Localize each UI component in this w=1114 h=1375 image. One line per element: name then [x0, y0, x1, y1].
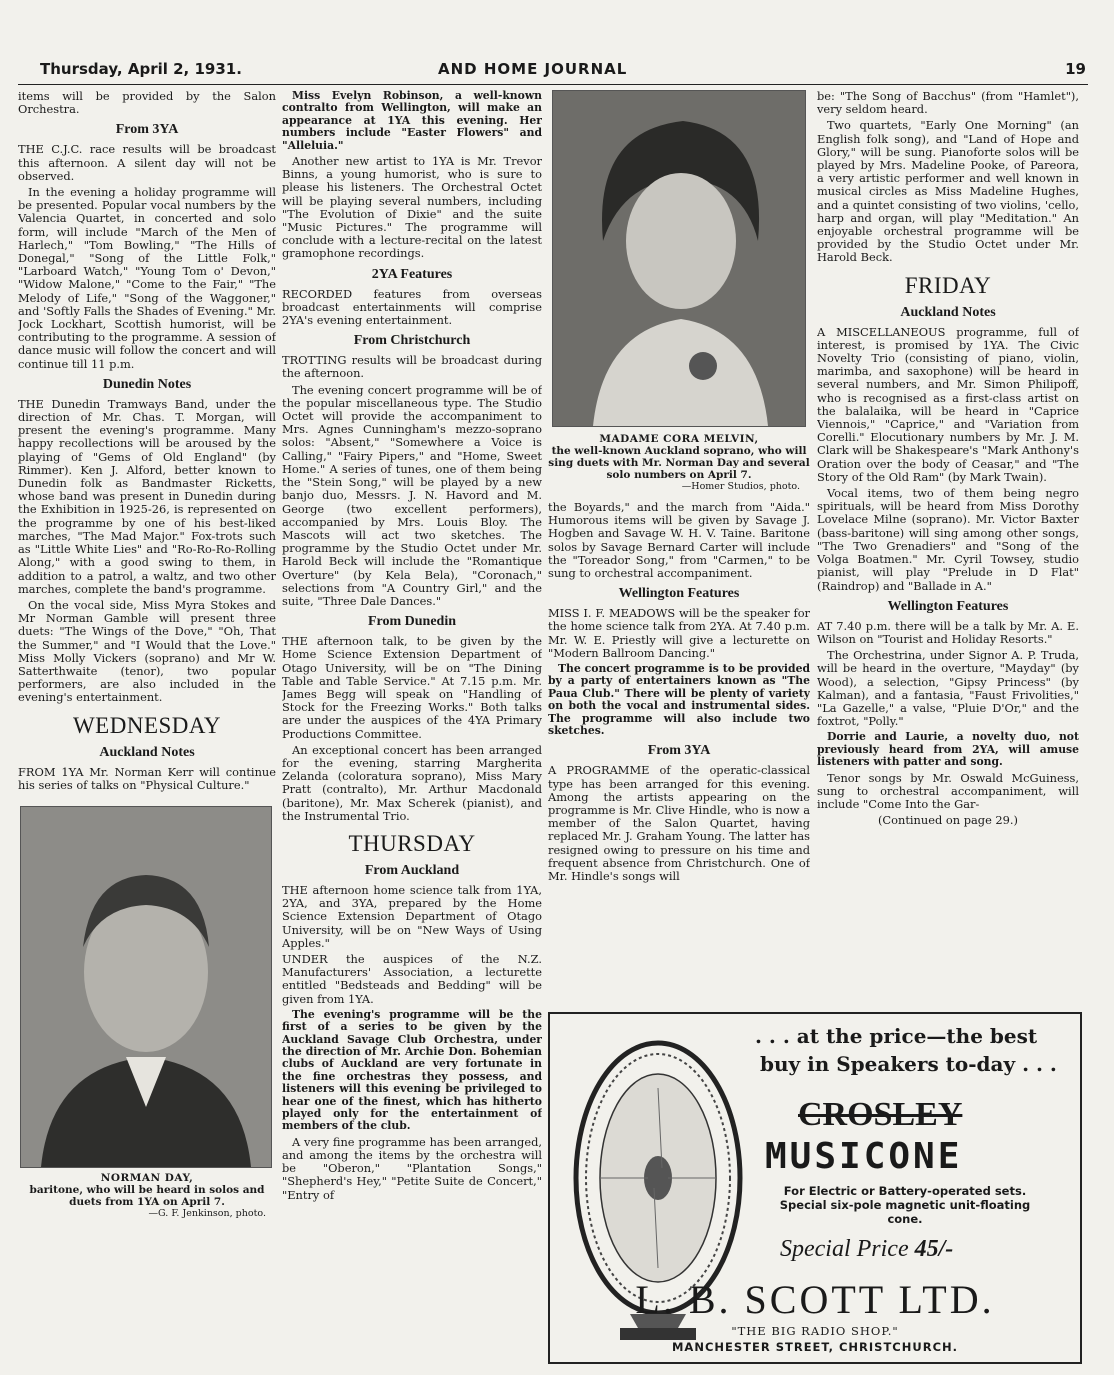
caption-name: MADAME CORA MELVIN,	[599, 433, 759, 445]
ad-address: MANCHESTER STREET, CHRISTCHURCH.	[671, 1340, 959, 1354]
paragraph: AT 7.40 p.m. there will be a talk by Mr. A. E. Wilson on "Tourist and Holiday Resorts."	[817, 618, 1079, 646]
section-heading: Wellington Features	[618, 586, 740, 602]
portrait-photo-cora-melvin	[552, 90, 806, 427]
ad-price-value: 45/-	[914, 1236, 954, 1262]
page-number: 19	[1065, 60, 1086, 78]
column-2	[282, 90, 542, 1360]
paragraph: Vocal items, two of them being negro spirituals, will be heard from Miss Dorothy Lovelace Milne (soprano). Mr. Victor Baxter (bass-baritone) will sing among other songs, "The Two Grenadiers" and "Song of the Volga Boatmen." Mr. Cyril Towsey, studio pianist, will play "Prelude in D Flat" (Raindrop) and "Ballade in A."	[817, 486, 1079, 593]
paragraph: RECORDED features from overseas broadcast entertainments will comprise 2YA's evening entertainment.	[282, 286, 542, 328]
ad-model: MUSICONE	[765, 1136, 963, 1177]
page-header	[18, 58, 1088, 85]
paragraph: On the vocal side, Miss Myra Stokes and Mr Norman Gamble will present three duets: "The Wings of the Dove," "Oh, That the Summer," and "I Would that the Love." Miss Molly Vickers (soprano) and Mr W. Satterthwaite (tenor), two popular performers, are also included in the evening's entertainment.	[18, 597, 276, 705]
paragraph: FROM 1YA Mr. Norman Kerr will continue his series of talks on "Physical Culture."	[18, 764, 276, 792]
caption-credit: —Homer Studios, photo.	[681, 481, 800, 492]
header-date: Thursday, April 2, 1931.	[40, 60, 242, 78]
paragraph: THE Dunedin Tramways Band, under the direction of Mr. Chas. T. Morgan, will present the evening's programme. Many happy recollections will be aroused by the playing of "Gems of Old England" (by Rimmer). Ken J. Alford, better known to Dunedin folk as Bandmaster Ricketts, whose band was present in Dunedin during the Exhibition in 1925-26, is represented on the programme by one of his best-liked marches, "The Mad Major." Fox-trots such as "Little White Lies" and "Ro-Ro-Ro-Rolling Along," with a good swing to them, in addition to a patrol, a waltz, and two other marches, complete the band's programme.	[18, 396, 276, 596]
day-heading: THURSDAY	[348, 830, 476, 856]
paragraph: TROTTING results will be broadcast during the afternoon.	[282, 353, 542, 381]
paragraph: Two quartets, "Early One Morning" (an English folk song), and "Land of Hope and Glory," will be sung. Pianoforte solos will be played by Mrs. Madeline Pooke, of Pareora, a very artistic performer and well known in musical circles as Miss Madeline Hughes, and a quintet consisting of two violins, 'cello, harp and organ, will play "Meditation." An enjoyable orchestral programme will be provided by the Studio Octet under Mr. Harold Beck.	[817, 118, 1079, 265]
portrait-photo-norman-day	[20, 806, 272, 1168]
section-heading: Dunedin Notes	[102, 376, 192, 392]
ad-headline-2: buy in Speakers to-day . . .	[760, 1052, 1057, 1076]
caption-name: NORMAN DAY,	[100, 1171, 194, 1184]
paragraph: A very fine programme has been arranged, and among the items by the orchestra will be "Oberon," "Plantation Songs," "Shepherd's Hey," "Petite Suite de Concert," "Entry of	[282, 1134, 542, 1202]
portrait-illustration	[21, 807, 271, 1167]
paragraph: A PROGRAMME of the operatic-classical type has been arranged for this evening. Among the artists appearing on the programme is Mr. Clive Hindle, who is now a member of the Salon Quartet, having replaced Mr. J. Graham Young. The latter has resigned owing to pressure on his time and frequent absence from Christchurch. One of Mr. Hindle's songs will	[548, 763, 810, 884]
paragraph: THE afternoon home science talk from 1YA, 2YA, and 3YA, prepared by the Home Science Extension Department of Otago University, will be on "New Ways of Using Apples."	[282, 882, 542, 950]
caption-text: baritone, who will be heard in solos and duets from 1YA on April 7.	[29, 1183, 265, 1208]
section-heading: Auckland Notes	[99, 744, 195, 760]
section-heading: Auckland Notes	[900, 304, 996, 320]
ad-tagline: "THE BIG RADIO SHOP."	[731, 1324, 899, 1338]
caption-credit: —G. F. Jenkinson, photo.	[148, 1207, 266, 1219]
ad-description: For Electric or Battery-operated sets. Special six-pole magnetic unit-floating cone.	[779, 1184, 1031, 1226]
paragraph: A MISCELLANEOUS programme, full of interest, is promised by 1YA. The Civic Novelty Trio (consisting of piano, violin, marimba, and saxophone) will be heard in several numbers, and Mr. Simon Philipoff, who is recognised as a first-class artist on the balalaika, will be heard in "Caprice Viennois," "Caprice," and "Variation from Corelli." Elocutionary numbers by Mr. J. M. Clark will be Shakespeare's "Mark Anthony's Oration over the body of Ceasar," and "The Story of the Old Ram" (by Mark Twain).	[817, 324, 1079, 484]
portrait-illustration	[553, 91, 805, 426]
paragraph: the Boyards," and the march from "Aida." Humorous items will be given by Savage J. Hogben and Savage W. H. V. Taine. Baritone solos by Savage Bernard Carter will include the "Toreador Song," from "Carmen," to be sung to orchestral accompaniment.	[548, 500, 810, 581]
paragraph: The evening concert programme will be of the popular miscellaneous type. The Studio Octet will provide the accompaniment to Mrs. Agnes Cunningham's mezzo-soprano solos: "Absent," "Somewhere a Voice is Calling," "Fairy Pipers," and "Home, Sweet Home." A series of tunes, one of them being the "Stein Song," will be played by a new banjo duo, Messrs. J. N. Havord and M. George (two excellent performers), accompanied by Mrs. Louis Bloy. The Mascots will act two sketches. The programme by the Studio Octet under Mr. Harold Beck will include the "Romantique Overture" (by Kela Bela), "Coronach," selections from "A Country Girl," and the suite, "Three Dale Dances."	[282, 382, 542, 608]
continued-note: (Continued on page 29.)	[877, 813, 1018, 828]
header-title: AND HOME JOURNAL	[438, 60, 628, 78]
ad-headline-1: . . . at the price—the best	[755, 1024, 1038, 1048]
section-heading: 2YA Features	[371, 266, 453, 282]
crosley-advertisement	[548, 1012, 1082, 1364]
paragraph: THE C.J.C. race results will be broadcast this afternoon. A silent day will not be observed.	[18, 142, 276, 183]
ad-price	[780, 1236, 953, 1263]
paragraph: Another new artist to 1YA is Mr. Trevor Binns, a young humorist, who is sure to please his listeners. The Orchestral Octet will be playing several numbers, including "The Evolution of Dixie" and the suite "Music Pictures." The programme will conclude with a lecture-recital on the latest gramophone recordings.	[282, 154, 542, 261]
section-heading: From Christchurch	[353, 333, 471, 349]
paragraph: items will be provided by the Salon Orchestra.	[18, 90, 276, 117]
paragraph: UNDER the auspices of the N.Z. Manufacturers' Association, a lecturette entitled "Bedsteads and Bedding" will be given from 1YA.	[282, 951, 542, 1006]
column-4	[817, 90, 1079, 990]
paragraph: Tenor songs by Mr. Oswald McGuiness, sung to orchestral accompaniment, will include "Come Into the Gar-	[817, 770, 1079, 811]
paragraph: An exceptional concert has been arranged for the evening, starring Margherita Zelanda (coloratura soprano), Miss Mary Pratt (contralto), Mr. Arthur Macdonald (baritone), Mr. Max Scherek (pianist), and the Instrumental Trio.	[282, 742, 542, 823]
section-heading: From 3YA	[115, 122, 179, 138]
bold-notice: Dorrie and Laurie, a novelty duo, not previously heard from 2YA, will amuse listeners with patter and song.	[817, 730, 1079, 769]
caption-text: the well-known Auckland soprano, who will sing duets with Mr. Norman Day and several solo numbers on April 7.	[548, 445, 810, 481]
paragraph: The Orchestrina, under Signor A. P. Truda, will be heard in the overture, "Mayday" (by Wood), a selection, "Gipsy Princess" (by Kalman), and a fantasia, "Faust Frivolities," "La Gazelle," a valse, "Pluie D'Or," and the foxtrot, "Polly."	[817, 648, 1079, 729]
day-heading: FRIDAY	[904, 272, 992, 298]
photo-caption	[548, 433, 810, 493]
section-heading: From 3YA	[647, 743, 711, 759]
paragraph: MISS I. F. MEADOWS will be the speaker for the home science talk from 2YA. At 7.40 p.m. Mr. W. E. Priestly will give a lecturette on "Modern Ballroom Dancing."	[548, 606, 810, 660]
photo-caption	[18, 1172, 276, 1220]
column-3	[548, 90, 810, 990]
section-heading: From Dunedin	[367, 614, 457, 630]
ad-company: L. B. SCOTT LTD.	[635, 1277, 995, 1322]
bold-notice: Miss Evelyn Robinson, a well-known contralto from Wellington, will make an appearance at 1YA this evening. Her numbers include "Easter Flowers" and "Alleluia."	[282, 90, 542, 152]
ad-price-label: Special Price	[780, 1236, 909, 1262]
ad-brand: CROSLEY	[798, 1096, 963, 1133]
paragraph: be: "The Song of Bacchus" (from "Hamlet"), very seldom heard.	[817, 90, 1079, 117]
column-1	[18, 90, 276, 1360]
paragraph: In the evening a holiday programme will be presented. Popular vocal numbers by the Valencia Quartet, in concerted and solo form, will include "March of the Men of Harlech," "Tom Bowling," "The Hills of Donegal," "Song of the Little Folk," "Larboard Watch," "Young Tom o' Devon," "Widow Malone," "Come to the Fair," "The Melody of Life," "Song of the Waggoner," and 'Softly Falls the Shades of Evening." Mr. Jock Lockhart, Scottish humorist, will be contributing to the programme. A session of dance music will follow the concert and will continue till 11 p.m.	[18, 185, 276, 371]
section-heading: From Auckland	[364, 862, 460, 878]
day-heading: WEDNESDAY	[72, 712, 222, 738]
paragraph: THE afternoon talk, to be given by the Home Science Extension Department of Otago University, will be on "The Dining Table and Table Service." At 7.15 p.m. Mr. James Begg will speak on "Handling of Stock for the Freezing Works." Both talks are under the auspices of the 4YA Primary Productions Committee.	[282, 634, 542, 741]
bold-notice: The evening's programme will be the first of a series to be given by the Auckland Savage Club Orchestra, under the direction of Mr. Archie Don. Bohemian clubs of Auckland are very fortunate in the fine orchestras they possess, and listeners will this evening be privileged to hear one of the finest, which has hitherto played only for the entertainment of members of the club.	[282, 1007, 542, 1133]
section-heading: Wellington Features	[887, 598, 1009, 614]
bold-notice: The concert programme is to be provided by a party of entertainers known as "The Paua Club." There will be plenty of variety on both the vocal and instrumental sides. The programme will also include two sketches.	[548, 662, 810, 738]
